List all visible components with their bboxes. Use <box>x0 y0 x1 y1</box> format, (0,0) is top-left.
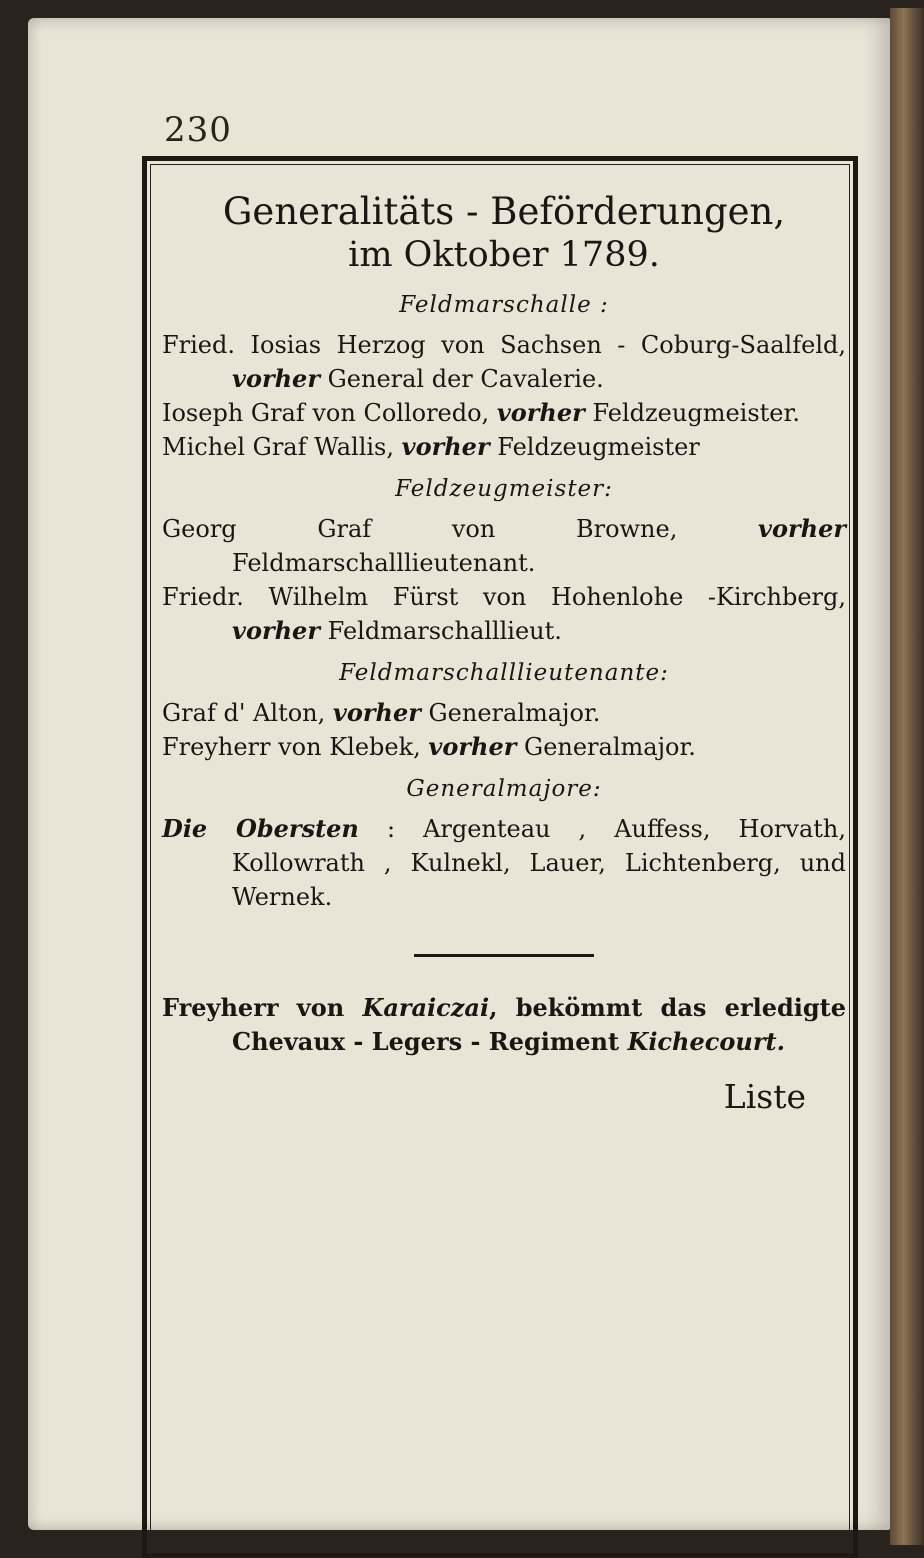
note-regiment: Kichecourt. <box>627 1027 785 1056</box>
divider-rule <box>414 954 594 957</box>
entry-name: Graf d' Alton, <box>162 699 326 727</box>
entry-previous-label: vorher <box>496 398 585 427</box>
page-subtitle: im Oktober 1789. <box>348 235 660 275</box>
entry-name: Ioseph Graf von Colloredo, <box>162 399 490 427</box>
entry-name: Michel Graf Wallis, <box>162 433 394 461</box>
entry-previous-label: vorher <box>758 514 846 543</box>
promotion-entry <box>162 580 846 648</box>
promotion-entry <box>162 730 846 764</box>
entry-name: Fried. Iosias Herzog von Sachsen - Coburg-Saalfeld, <box>162 331 846 359</box>
book-fore-edge <box>890 8 924 1545</box>
section-heading: Generalmajore: <box>406 776 602 802</box>
entry-previous-rank: Feldmarschalllieut. <box>327 617 562 645</box>
note-name: Karaiczai <box>362 993 490 1022</box>
page-content <box>162 190 846 1116</box>
entry-name: Freyherr von Klebek, <box>162 733 421 761</box>
page-number: 230 <box>164 110 232 150</box>
entry-previous-label: vorher <box>232 616 320 645</box>
promotion-entry <box>162 328 846 396</box>
entry-previous-label: vorher <box>232 364 320 393</box>
entry-previous-rank: Generalmajor. <box>428 699 601 727</box>
promotion-entry <box>162 396 846 430</box>
entry-previous-rank: Feldmarschalllieutenant. <box>232 549 536 577</box>
entry-previous-rank: Generalmajor. <box>524 733 696 761</box>
promotion-entry <box>162 430 846 464</box>
promotion-entry <box>162 696 846 730</box>
note-prefix: Freyherr von <box>162 993 345 1022</box>
entry-previous-label: vorher <box>332 698 421 727</box>
promotion-entry <box>162 812 846 914</box>
entry-name: Georg Graf von Browne, <box>162 515 678 543</box>
section-heading: Feldmarschalle : <box>399 292 609 318</box>
section-heading: Feldzeugmeister: <box>395 476 613 502</box>
entry-previous-rank: Feldzeugmeister. <box>592 399 800 427</box>
entry-previous-rank: General der Cavalerie. <box>327 365 604 393</box>
entry-previous-label: vorher <box>428 732 517 761</box>
entry-previous-label: vorher <box>401 432 490 461</box>
entry-previous-rank: Feldzeugmeister <box>497 433 700 461</box>
promotion-entry <box>162 512 846 580</box>
catchword: Liste <box>723 1077 806 1116</box>
entry-name: Friedr. Wilhelm Fürst von Hohenlohe -Kirchberg, <box>162 583 846 611</box>
page-title: Generalitäts - Beförderungen, <box>222 190 786 233</box>
entry-list: : Argenteau , Auffess, Horvath, Kollowrath , Kulnekl, Lauer, Lichtenberg, und Wernek. <box>232 815 846 911</box>
entry-name: Die Obersten <box>162 814 359 843</box>
section-heading: Feldmarschalllieutenante: <box>339 660 669 686</box>
note-text: , bekömmt das erledigte Chevaux - Legers - Regiment <box>232 993 847 1056</box>
regiment-note <box>162 991 846 1059</box>
